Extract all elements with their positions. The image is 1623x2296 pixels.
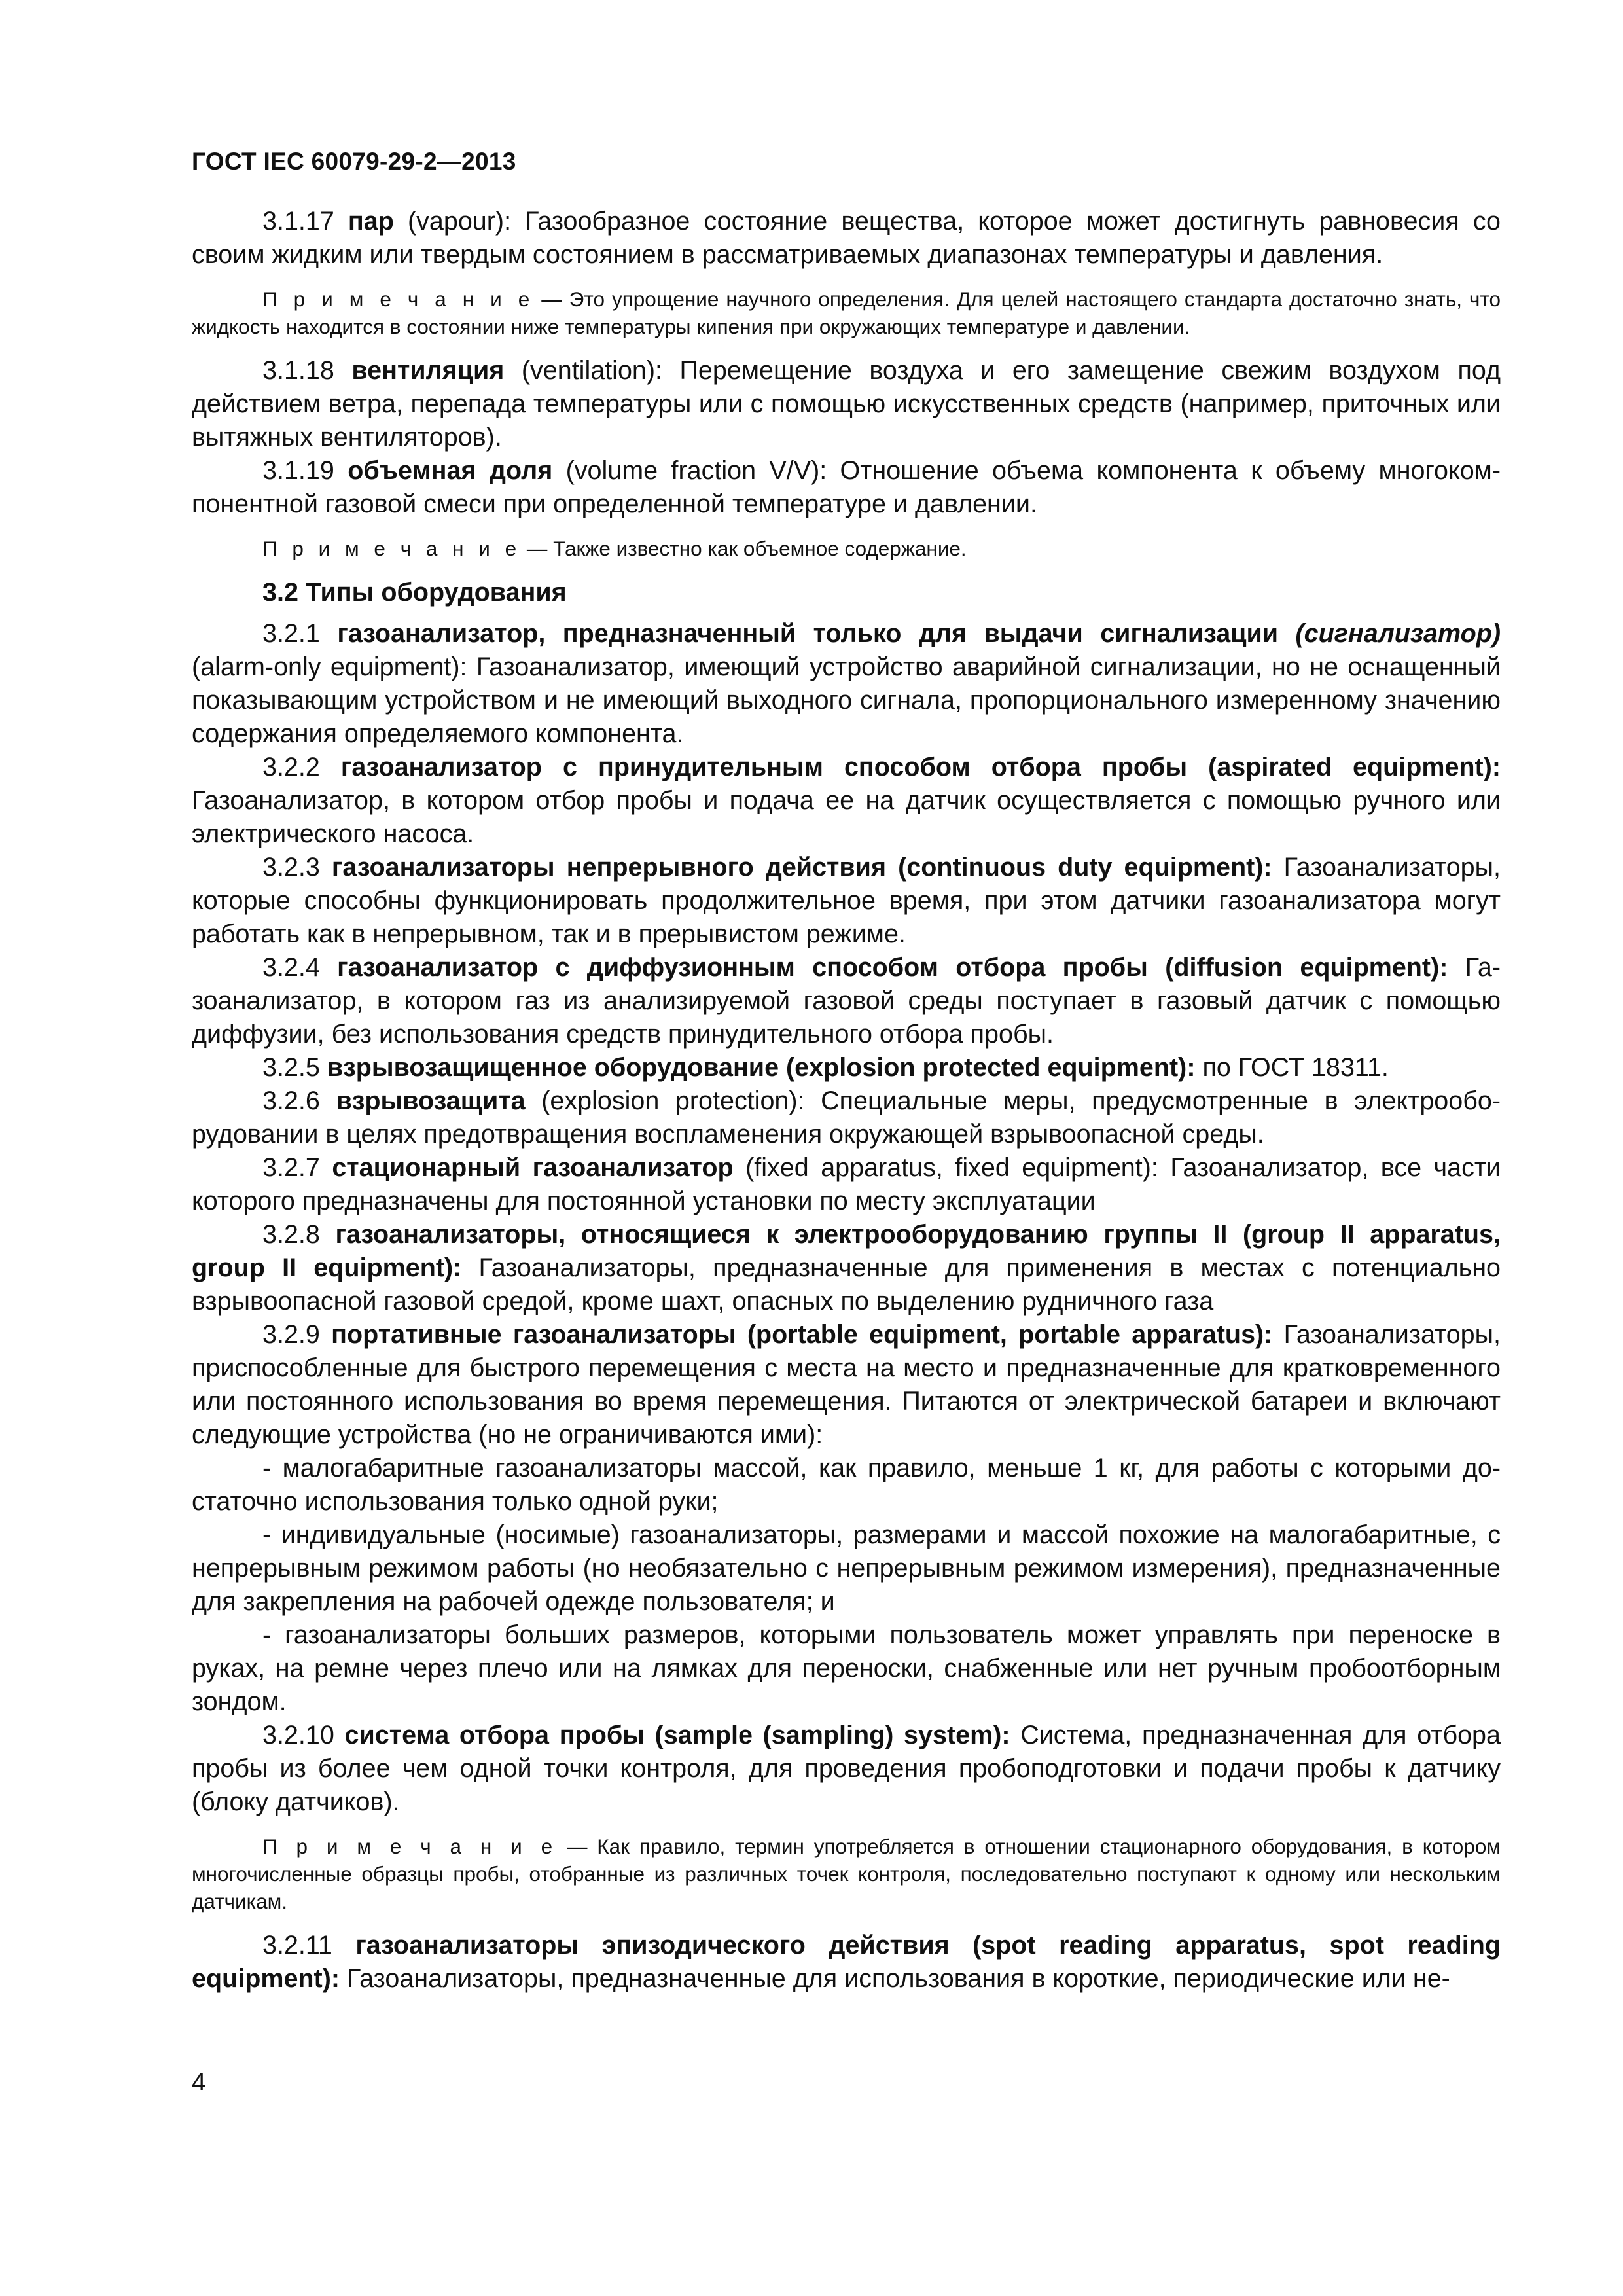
definition-text: Газоанализаторы, которые способны функционировать продолжительное время, при этом датчики газоанализатора могут работать как в непрерывном, так и в прерывистом режиме. [192, 853, 1501, 948]
clause-number: 3.2.5 [262, 1053, 320, 1082]
page-header-standard: ГОСТ IEC 60079-29-2—2013 [192, 148, 516, 175]
note-paragraph [192, 535, 1501, 562]
defined-term: взрывозащита [336, 1086, 526, 1115]
definition-text: (explosion protection): Специальные меры, предусмотренные в электрооборудовании в целях предотвращения воспламенения окружающей взрывоопасной среды. [192, 1086, 1501, 1149]
note-paragraph [192, 1833, 1501, 1915]
list-item: - газоанализаторы больших размеров, которыми пользователь может управлять при переноске в руках, на ремне через плечо или на лямках для переноски, снабженные или нет ручным пробоотборным зондом. [192, 1621, 1501, 1716]
page-number: 4 [192, 2068, 206, 2096]
clause-number: 3.1.17 [262, 207, 334, 236]
note-label: П р и м е ч а н и е [262, 1835, 558, 1858]
defined-term: газоанализаторы, относящиеся к электрооборудованию группы II (group II apparatus, group II equipment): [192, 1220, 1501, 1282]
definition-text: по ГОСТ 18311. [1195, 1053, 1389, 1082]
definition-text: Газоанализатор, в котором газ из анализируемой газовой среды поступает в газовый датчик с помощью диффузии, без использования средств принудительного отбора пробы. [192, 953, 1501, 1049]
note-text: — Как правило, термин употребляется в отношении стационарного оборудования, в котором многочисленные образцы пробы, отобранные из различных точек контроля, последовательно поступают к одному или нескольким датчикам. [192, 1835, 1501, 1913]
definition-text: Газоанализаторы, приспособленные для быстрого перемещения с места на место и предназначенные для кратковременного или постоянного использования во время перемещения. Питаются от электрической батареи и включают следующие устройства (но не ограничиваются ими): [192, 1320, 1501, 1449]
clause-number: 3.2.7 [262, 1153, 320, 1182]
term-definition [192, 1051, 1501, 1085]
clause-number: 3.2.11 [262, 1931, 332, 1960]
clause-number: 3.2.9 [262, 1320, 320, 1349]
clause-number: 3.2.4 [262, 953, 320, 982]
list-item: - малогабаритные газоанализаторы массой, как правило, меньше 1 кг, для работы с которыми достаточно использования только одной руки; [192, 1454, 1501, 1516]
term-definition [192, 951, 1501, 1051]
definition-text: (vapour): Газообразное состояние вещества, которое может достигнуть равновесия со своим жидким или твердым состоянием в рассматриваемых диапазонах температуры и давления. [192, 207, 1501, 269]
defined-term: стационарный газоанализатор [332, 1153, 734, 1182]
clause-number: 3.1.19 [262, 456, 334, 485]
definition-text: (fixed apparatus, fixed equipment): Газоанализатор, все части которого предназначены для постоянной установки по месту эксплуатации [192, 1153, 1501, 1215]
definition-text: Газоанализаторы, предназначенные для применения в местах с потенциально взрывоопасной газовой средой, кроме шахт, опасных по выделению рудничного газа [192, 1253, 1501, 1316]
defined-term: газоанализатор с диффузионным способом отбора пробы (diffusion equipment): [337, 953, 1448, 982]
note-label: П р и м е ч а н и е [262, 537, 522, 560]
definition-text: Газоанализаторы, предназначенные для использования в короткие, периодические или не- [340, 1964, 1450, 1993]
term-definition [192, 1719, 1501, 1819]
clause-number: 3.2.6 [262, 1086, 320, 1115]
note-paragraph [192, 285, 1501, 340]
note-text: — Также известно как объемное содержание. [521, 537, 967, 560]
section-heading: 3.2 Типы оборудования [262, 578, 567, 607]
clause-number: 3.2.1 [262, 619, 320, 648]
defined-term: взрывозащищенное оборудование (explosion protected equipment): [327, 1053, 1196, 1082]
clause-number: 3.1.18 [262, 356, 334, 385]
term-definition [192, 205, 1501, 272]
definition-text: (ventilation): Перемещение воздуха и его замещение свежим воздухом под действием ветра, перепада температуры или с помощью искусственных средств (например, приточных или вытяжных вентиляторов). [192, 356, 1501, 452]
note-label: П р и м е ч а н и е [262, 287, 535, 311]
definition-text: Газоанализатор, в котором отбор пробы и подача ее на датчик осуществляется с помощью ручного или электрического насоса. [192, 786, 1501, 848]
defined-term: газоанализатор с принудительным способом отбора пробы (aspirated equipment): [340, 753, 1501, 781]
document-body [192, 205, 1501, 1996]
document-page [192, 0, 1501, 2296]
definition-text: (alarm-only equipment): Газоанализатор, имеющий устройство аварийной сигнализации, но не оснащенный показывающим устройством и не имеющий выходного сигнала, пропорционального измеренному значению содержания определяемого компонента. [192, 653, 1501, 748]
term-definition [192, 1929, 1501, 1996]
term-definition [192, 1151, 1501, 1218]
term-definition [192, 851, 1501, 951]
defined-term: система отбора пробы (sample (sampling) system): [344, 1721, 1010, 1749]
term-definition [192, 1085, 1501, 1151]
term-definition [192, 454, 1501, 521]
defined-term: газоанализатор, предназначенный только для выдачи сигнализации [337, 619, 1296, 648]
note-text: — Это упрощение научного определения. Для целей настоящего стандарта достаточно знать, что жидкость находится в состоянии ниже температуры кипения при окружающих температуре и давлении. [192, 287, 1501, 338]
clause-number: 3.2.2 [262, 753, 320, 781]
defined-term: объемная доля [348, 456, 553, 485]
defined-term: газоанализаторы непрерывного действия (continuous duty equipment): [331, 853, 1272, 882]
defined-term: пар [348, 207, 394, 236]
term-definition [192, 751, 1501, 851]
term-definition [192, 1318, 1501, 1452]
defined-term: портативные газоанализаторы (portable equipment, portable apparatus): [331, 1320, 1273, 1349]
term-definition [192, 617, 1501, 751]
definition-text: (volume fraction V/V): Отношение объема компонента к объему многокомпонентной газовой смеси при определенной температуре и давлении. [192, 456, 1501, 518]
definition-text: Система, предназначенная для отбора пробы из более чем одной точки контроля, для проведения пробоподготовки и подачи пробы к датчику (блоку датчиков). [192, 1721, 1501, 1816]
defined-term: вентиляция [351, 356, 505, 385]
defined-term-italic: (сигнализатор) [1295, 619, 1501, 648]
term-definition [192, 354, 1501, 454]
clause-number: 3.2.10 [262, 1721, 334, 1749]
defined-term: газоанализаторы эпизодического действия (spot reading apparatus, spot reading equipment): [192, 1931, 1501, 1993]
clause-number: 3.2.3 [262, 853, 320, 882]
term-definition [192, 1218, 1501, 1318]
clause-number: 3.2.8 [262, 1220, 320, 1249]
list-item: - индивидуальные (носимые) газоанализаторы, размерами и массой похожие на малогабаритные, с непрерывным режимом работы (но необязательно с непрерывным режимом измерения), предназначенные для закрепления на рабочей одежде пользователя; и [192, 1520, 1501, 1616]
